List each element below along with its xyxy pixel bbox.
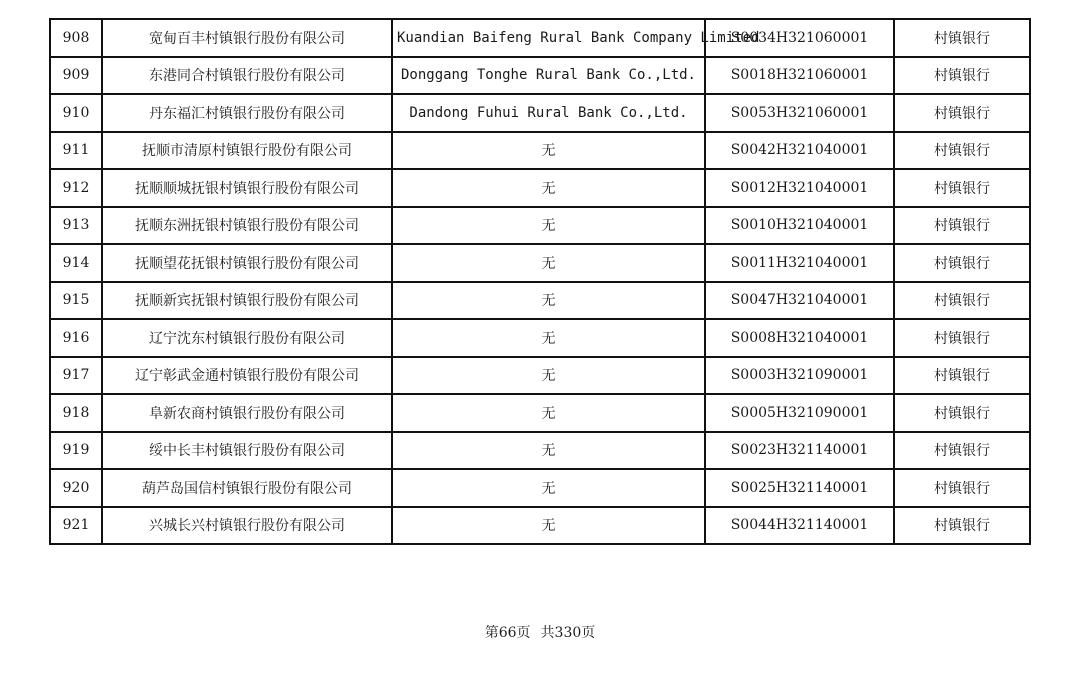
bank-name-cell: 东港同合村镇银行股份有限公司 xyxy=(102,57,392,95)
institution-type-cell: 村镇银行 xyxy=(894,57,1030,95)
bank-registry-table xyxy=(49,18,1031,545)
bank-name-cell: 宽甸百丰村镇银行股份有限公司 xyxy=(102,19,392,57)
license-code-cell: S0023H321140001 xyxy=(705,432,894,470)
row-number-cell: 920 xyxy=(50,469,102,507)
table-body xyxy=(50,19,1030,544)
license-code-cell: S0047H321040001 xyxy=(705,282,894,320)
license-code-cell: S0042H321040001 xyxy=(705,132,894,170)
page-total: 共330页 xyxy=(540,625,596,641)
english-name-cell: 无 xyxy=(392,132,705,170)
page-number: 第66页 xyxy=(484,625,531,641)
bank-name-cell: 丹东福汇村镇银行股份有限公司 xyxy=(102,94,392,132)
bank-name-cell: 葫芦岛国信村镇银行股份有限公司 xyxy=(102,469,392,507)
row-number-cell: 918 xyxy=(50,394,102,432)
english-name-cell: Kuandian Baifeng Rural Bank Company Limited xyxy=(392,19,705,57)
table-row xyxy=(50,169,1030,207)
license-code-cell: S0025H321140001 xyxy=(705,469,894,507)
bank-name-cell: 抚顺顺城抚银村镇银行股份有限公司 xyxy=(102,169,392,207)
bank-name-cell: 兴城长兴村镇银行股份有限公司 xyxy=(102,507,392,545)
english-name-cell: 无 xyxy=(392,282,705,320)
bank-name-cell: 抚顺东洲抚银村镇银行股份有限公司 xyxy=(102,207,392,245)
bank-name-cell: 辽宁彰武金通村镇银行股份有限公司 xyxy=(102,357,392,395)
row-number-cell: 909 xyxy=(50,57,102,95)
license-code-cell: S0003H321090001 xyxy=(705,357,894,395)
institution-type-cell: 村镇银行 xyxy=(894,94,1030,132)
license-code-cell: S0005H321090001 xyxy=(705,394,894,432)
page-footer xyxy=(0,622,1080,642)
license-code-cell: S0011H321040001 xyxy=(705,244,894,282)
bank-name-cell: 抚顺市清原村镇银行股份有限公司 xyxy=(102,132,392,170)
table-row xyxy=(50,132,1030,170)
row-number-cell: 916 xyxy=(50,319,102,357)
institution-type-cell: 村镇银行 xyxy=(894,432,1030,470)
english-name-cell: 无 xyxy=(392,169,705,207)
license-code-cell: S0008H321040001 xyxy=(705,319,894,357)
row-number-cell: 915 xyxy=(50,282,102,320)
row-number-cell: 917 xyxy=(50,357,102,395)
row-number-cell: 912 xyxy=(50,169,102,207)
bank-name-cell: 抚顺新宾抚银村镇银行股份有限公司 xyxy=(102,282,392,320)
institution-type-cell: 村镇银行 xyxy=(894,244,1030,282)
table-row xyxy=(50,507,1030,545)
institution-type-cell: 村镇银行 xyxy=(894,169,1030,207)
table-row xyxy=(50,357,1030,395)
row-number-cell: 919 xyxy=(50,432,102,470)
english-name-cell: Dandong Fuhui Rural Bank Co.,Ltd. xyxy=(392,94,705,132)
table-row xyxy=(50,19,1030,57)
license-code-cell: S0012H321040001 xyxy=(705,169,894,207)
table-row xyxy=(50,319,1030,357)
english-name-cell: 无 xyxy=(392,319,705,357)
row-number-cell: 911 xyxy=(50,132,102,170)
row-number-cell: 913 xyxy=(50,207,102,245)
english-name-cell: 无 xyxy=(392,244,705,282)
english-name-cell: 无 xyxy=(392,432,705,470)
institution-type-cell: 村镇银行 xyxy=(894,357,1030,395)
license-code-cell: S0053H321060001 xyxy=(705,94,894,132)
table-row xyxy=(50,394,1030,432)
table-row xyxy=(50,207,1030,245)
bank-name-cell: 抚顺望花抚银村镇银行股份有限公司 xyxy=(102,244,392,282)
row-number-cell: 908 xyxy=(50,19,102,57)
institution-type-cell: 村镇银行 xyxy=(894,19,1030,57)
bank-name-cell: 阜新农商村镇银行股份有限公司 xyxy=(102,394,392,432)
institution-type-cell: 村镇银行 xyxy=(894,282,1030,320)
english-name-cell: 无 xyxy=(392,507,705,545)
row-number-cell: 921 xyxy=(50,507,102,545)
table-row xyxy=(50,94,1030,132)
row-number-cell: 910 xyxy=(50,94,102,132)
institution-type-cell: 村镇银行 xyxy=(894,394,1030,432)
table-row xyxy=(50,57,1030,95)
institution-type-cell: 村镇银行 xyxy=(894,207,1030,245)
institution-type-cell: 村镇银行 xyxy=(894,132,1030,170)
table-row xyxy=(50,432,1030,470)
english-name-cell: 无 xyxy=(392,357,705,395)
english-name-cell: Donggang Tonghe Rural Bank Co.,Ltd. xyxy=(392,57,705,95)
english-name-cell: 无 xyxy=(392,469,705,507)
bank-name-cell: 绥中长丰村镇银行股份有限公司 xyxy=(102,432,392,470)
license-code-cell: S0010H321040001 xyxy=(705,207,894,245)
license-code-cell: S0044H321140001 xyxy=(705,507,894,545)
table-row xyxy=(50,244,1030,282)
bank-name-cell: 辽宁沈东村镇银行股份有限公司 xyxy=(102,319,392,357)
license-code-cell: S0034H321060001 xyxy=(705,19,894,57)
license-code-cell: S0018H321060001 xyxy=(705,57,894,95)
row-number-cell: 914 xyxy=(50,244,102,282)
english-name-cell: 无 xyxy=(392,394,705,432)
table-row xyxy=(50,282,1030,320)
institution-type-cell: 村镇银行 xyxy=(894,469,1030,507)
english-name-cell: 无 xyxy=(392,207,705,245)
table-row xyxy=(50,469,1030,507)
institution-type-cell: 村镇银行 xyxy=(894,319,1030,357)
institution-type-cell: 村镇银行 xyxy=(894,507,1030,545)
